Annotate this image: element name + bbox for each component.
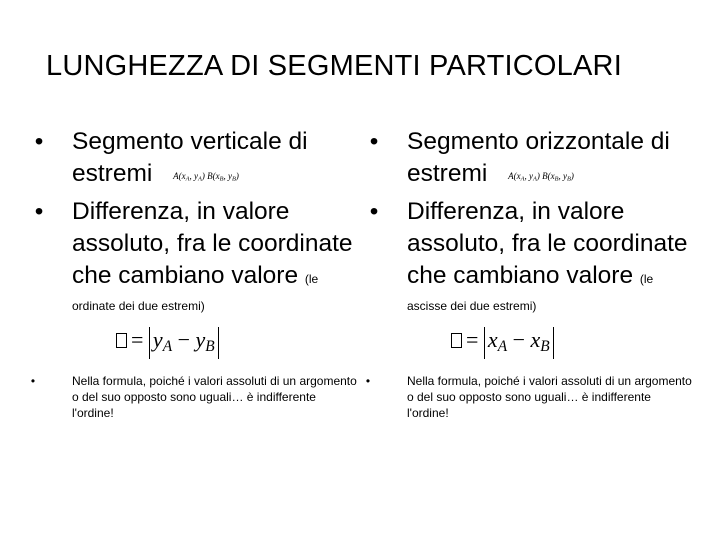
- bullet-text: Segmento verticale di estremi: [72, 128, 308, 187]
- bullet-text: Differenza, in valore assoluto, fra le coordinate che cambiano valore: [407, 197, 688, 289]
- distance-symbol-box: [116, 333, 127, 348]
- bullet-horizontal-segment: [363, 126, 693, 196]
- bullet-difference: [363, 196, 693, 295]
- bullet-dot: •: [34, 197, 44, 225]
- distance-symbol-box: [451, 333, 462, 348]
- bullet-small-text: (le: [639, 271, 654, 286]
- distance-formula: = $x_A - x_B$: [451, 327, 720, 360]
- bullet-dot: •: [369, 197, 379, 225]
- small-bullet-note: • Nella formula, poiché i valori assoluti di un argomento o del suo opposto sono uguali… è indifferente l'ordine!: [363, 373, 693, 421]
- bullet-text: Segmento orizzontale di estremi: [407, 128, 670, 187]
- slide-title: LUNGHEZZA DI SEGMENTI PARTICOLARI: [46, 50, 622, 82]
- absolute-value: $x_A - x_B$: [484, 327, 554, 360]
- small-bullet-note: • Nella formula, poiché i valori assoluti di un argomento o del suo opposto sono uguali… è indifferente l'ordine!: [28, 373, 358, 421]
- distance-formula: = $y_A - y_B$: [116, 327, 446, 360]
- bullet-note: ascisse dei due estremi): [407, 298, 537, 313]
- bullet-small-text: (le: [304, 271, 319, 286]
- absolute-value: $y_A - y_B$: [149, 327, 219, 360]
- bullet-dot: •: [34, 128, 44, 155]
- bullet-dot: •: [30, 374, 36, 389]
- endpoints-formula: $A(x_A$, $y_A$) $B(x_B$, $y_B$): [508, 171, 574, 183]
- bullet-vertical-segment: [28, 126, 358, 196]
- left-column: [28, 126, 358, 421]
- bullet-text: Differenza, in valore assoluto, fra le coordinate che cambiano valore: [72, 197, 353, 289]
- bullet-dot: •: [369, 128, 379, 155]
- bullet-note: ordinate dei due estremi): [72, 298, 205, 313]
- bullet-difference: [28, 196, 358, 295]
- bullet-dot: •: [365, 374, 371, 389]
- right-column: [363, 126, 693, 421]
- endpoints-formula: $A(x_A$, $y_A$) $B(x_B$, $y_B$): [173, 171, 239, 183]
